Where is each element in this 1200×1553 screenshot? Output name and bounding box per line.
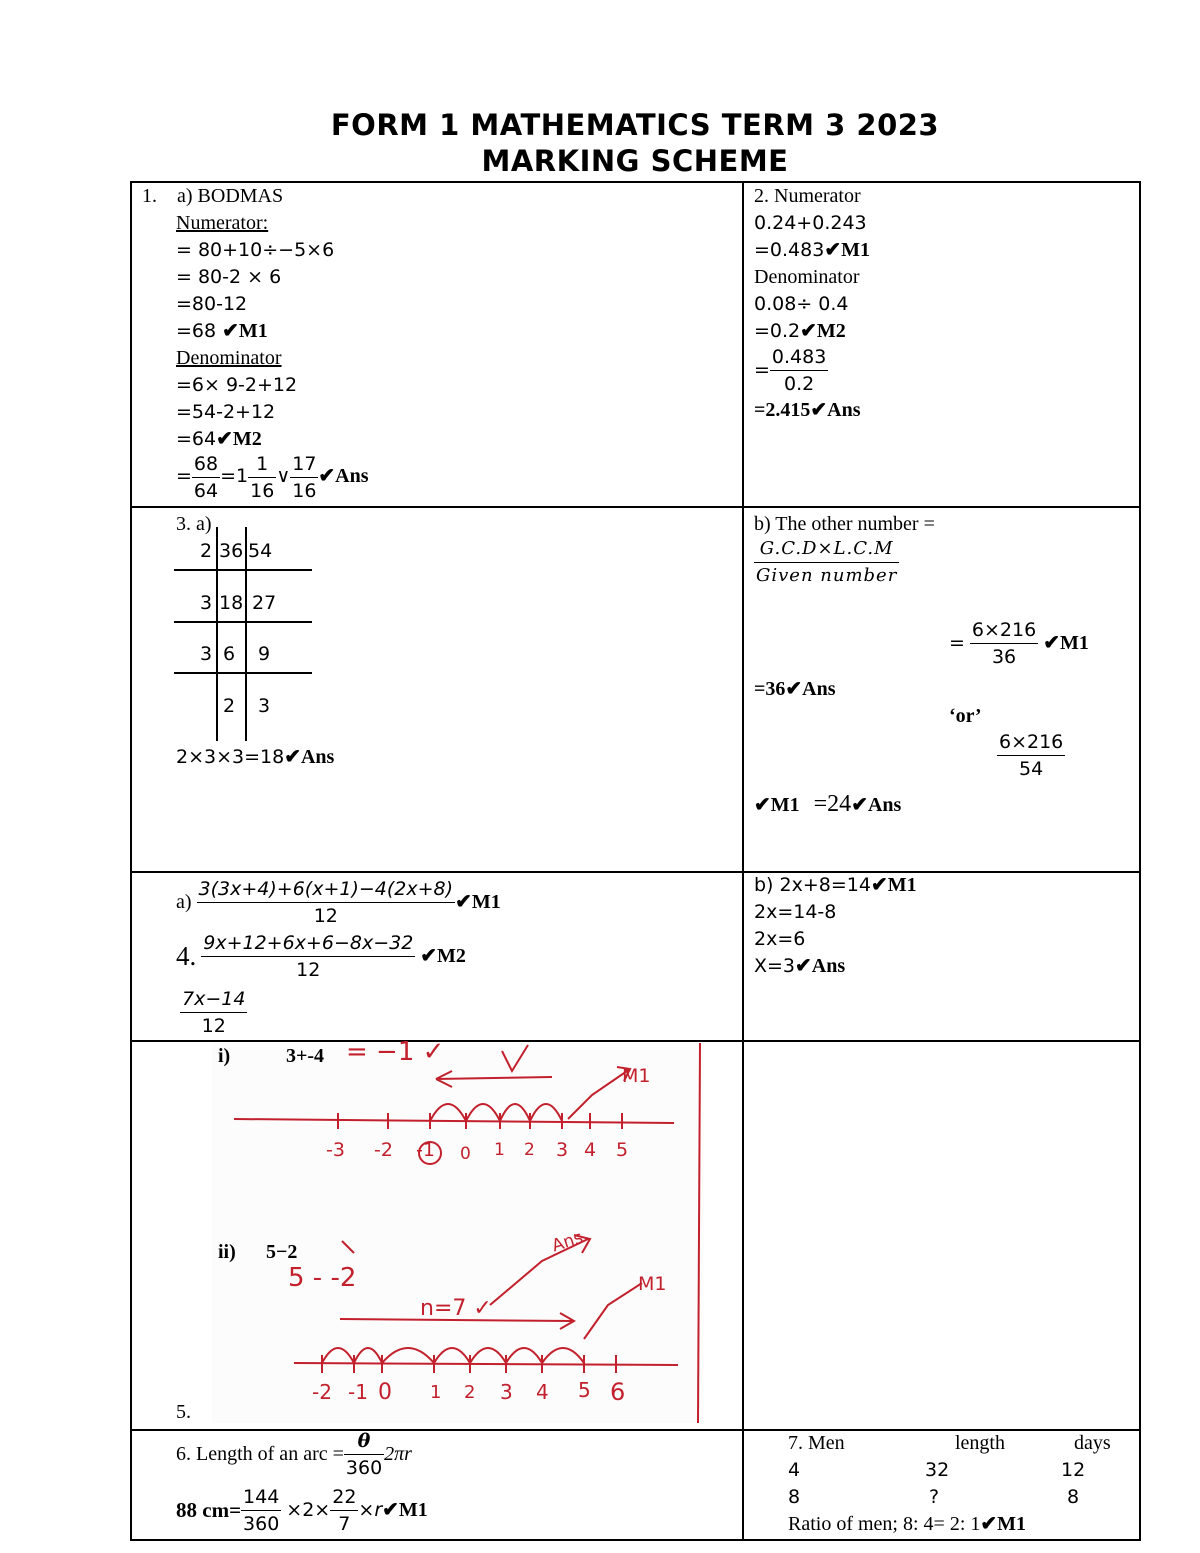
q5-expr-ii: 5−2: [266, 1241, 298, 1263]
q1-fraction: $\frac{17}{16}$: [292, 453, 317, 502]
q3b-formula: $\frac{G.C.D\times L.C.M}{\text{Given number}}$: [756, 538, 898, 586]
tick-label: 0: [378, 1380, 392, 1405]
tick-label: 0: [460, 1144, 471, 1164]
q1-cell: [142, 183, 732, 504]
q7-header: 7. Men: [788, 1432, 845, 1454]
tick-label: 3: [500, 1380, 513, 1404]
hw-mark-i: M1: [622, 1065, 651, 1087]
q1-num-mark: ✔M1: [222, 320, 268, 342]
ladder-cell: 36: [219, 540, 244, 562]
tick-label: -2: [374, 1139, 393, 1161]
q3b-answer2: =24: [813, 791, 852, 817]
q7-cell: [743, 1430, 1139, 1539]
q3b-label: b) The other number =: [754, 513, 935, 535]
tick-label: 1: [494, 1140, 505, 1160]
q5-part-i: i): [218, 1045, 231, 1067]
q4-part-a: a): [176, 891, 192, 913]
q2-num-result: =0.483: [754, 239, 825, 261]
ladder-cell: 3: [200, 592, 213, 614]
q1-step: =80-12: [176, 293, 248, 315]
q2-den-mark: ✔M2: [800, 320, 846, 342]
q7-ratio: Ratio of men; 8: 4= 2: 1: [788, 1513, 981, 1535]
handwritten-number-lines: [212, 1037, 704, 1423]
ladder-cell: 18: [219, 592, 244, 614]
tick-label: 4: [584, 1139, 597, 1161]
hw-ans-ii: Ans: [549, 1227, 586, 1257]
q3b-step-mark: ✔M1: [1043, 632, 1089, 654]
q3b-alt-mark: ✔M1: [754, 794, 800, 816]
q6-formula-tail: 2πr: [384, 1443, 412, 1465]
q6-label: 6. Length of an arc =: [176, 1443, 344, 1465]
q3b-step-eq: =: [949, 632, 965, 654]
q6-step-lead: 88 cm=: [176, 1498, 242, 1522]
q7-cell-value: 12: [1061, 1459, 1086, 1481]
q5-part-ii: ii): [218, 1241, 236, 1263]
q2-den-result: =0.2: [754, 320, 801, 342]
q6-step-fraction: $\frac{144}{360}$: [243, 1486, 280, 1535]
hw-expr-ii: 5 - -2: [288, 1263, 357, 1293]
q3b-answer1: =36: [754, 678, 786, 700]
q3-cell: [130, 507, 742, 871]
q2-answer-mark: ✔Ans: [810, 399, 861, 421]
q5-expr-i: 3+-4: [286, 1045, 325, 1067]
q4-expr2: $\frac{9x+12+6x+6-8x-32}{12}$: [203, 932, 414, 981]
q3-result-mark: ✔Ans: [284, 746, 335, 768]
q4b-step: 2x=6: [754, 928, 806, 950]
q1-step: =54-2+12: [176, 401, 276, 423]
q7-cell-value: 8: [1067, 1486, 1080, 1508]
q1-den-result: =64: [176, 428, 217, 450]
tick-label: -3: [326, 1139, 345, 1161]
q1-num-result: =68: [176, 320, 223, 342]
q3-label: 3. a): [176, 513, 212, 535]
q2-den-step: 0.08÷ 0.4: [754, 293, 849, 315]
q7-header: length: [955, 1432, 1005, 1454]
document-subtitle: MARKING SCHEME: [481, 144, 789, 178]
ladder-cell: 54: [248, 540, 273, 562]
tick-label: -2: [312, 1380, 332, 1404]
tick-label: 4: [536, 1380, 549, 1404]
q4-expr1: $\frac{3(3x+4)+6(x+1)-4(2x+8)}{12}$: [198, 878, 454, 927]
q3b-step-fraction: $\frac{6\times 216}{36}$: [971, 619, 1037, 668]
q4-number: 4.: [176, 941, 197, 971]
q1-fraction: $\frac{1}{16}$: [250, 453, 275, 502]
q4-mark2: ✔M2: [420, 945, 466, 967]
tick-label: 2: [464, 1382, 476, 1403]
ladder-cell: 2: [223, 695, 236, 717]
q6-step-fraction: $\frac{22}{7}$: [332, 1486, 357, 1535]
q1-heading: a) BODMAS: [177, 185, 284, 207]
q1-final-or: ∨: [276, 465, 291, 488]
q1-fraction: $\frac{68}{64}$: [193, 453, 219, 502]
q2-step: 0.24+0.243: [754, 212, 867, 234]
q4-expr3: $\frac{7x-14}{12}$: [182, 988, 246, 1037]
q1-final-mark: ✔Ans: [318, 465, 369, 488]
marking-table: [130, 181, 1141, 1540]
tick-label: 2: [524, 1140, 535, 1160]
q3b-answer2-mark: ✔Ans: [851, 794, 902, 816]
q2-frac-eq: =: [754, 359, 770, 381]
q7-cell-value: 32: [925, 1459, 950, 1481]
tick-label: 3: [556, 1139, 569, 1161]
q4b-cell: [754, 872, 1134, 980]
ladder-cell: 6: [223, 643, 236, 665]
q4b-first-mark: ✔M1: [870, 874, 917, 896]
q1-step: = 80+10÷−5×6: [176, 239, 335, 261]
q5-number: 5.: [176, 1401, 191, 1423]
tick-label: 6: [610, 1378, 626, 1406]
q1-final-mid: =1: [220, 465, 249, 488]
q5-cell: [130, 1037, 742, 1429]
q2-answer: =2.415: [754, 399, 811, 421]
q2-fraction: $\frac{0.483}{0.2}$: [771, 346, 827, 395]
q1-den-mark: ✔M2: [216, 428, 262, 450]
q4b-first: b) 2x+8=14: [754, 874, 871, 896]
q7-header: days: [1074, 1432, 1111, 1454]
hw-mark-ii: M1: [638, 1273, 667, 1295]
q6-step-tail: ×r: [358, 1499, 383, 1521]
q3b-alt-fraction: $\frac{6\times 216}{54}$: [999, 731, 1064, 780]
q7-cell-value: 4: [788, 1459, 801, 1481]
q1-final-eq: =: [176, 465, 192, 488]
ladder-cell: 27: [252, 592, 277, 614]
ladder-cell: 3: [258, 695, 271, 717]
ladder-cell: 2: [200, 540, 213, 562]
q2-cell: [754, 183, 1134, 424]
q6-step-mid: ×2×: [286, 1499, 331, 1521]
q4-cell: [130, 872, 742, 1040]
q4b-last: X=3: [754, 955, 796, 977]
q7-cell-value: 8: [788, 1486, 801, 1508]
tick-label: 5: [578, 1378, 591, 1402]
document-title: FORM 1 MATHEMATICS TERM 3 2023: [330, 108, 940, 142]
hw-result-i: = −1 ✓: [346, 1037, 445, 1067]
q7-ratio-mark: ✔M1: [980, 1513, 1027, 1535]
tick-label: -1: [348, 1380, 368, 1404]
q1-step: = 80-2 × 6: [176, 266, 282, 288]
q2-denominator-label: Denominator: [754, 266, 860, 288]
q1-numerator-label: Numerator:: [176, 212, 269, 234]
q3b-answer1-mark: ✔Ans: [785, 678, 836, 700]
q6-formula: $\frac{\theta}{360}$: [345, 1430, 383, 1479]
handwritten-svg: [212, 1043, 704, 1423]
q6-cell: [130, 1430, 742, 1539]
q3b-cell: [743, 507, 1139, 871]
q4-mark1: ✔M1: [455, 891, 501, 913]
q3b-or: ‘or’: [949, 705, 982, 727]
ladder-cell: 9: [258, 643, 271, 665]
division-ladder: [130, 507, 742, 871]
q6-step-mark: ✔M1: [382, 1499, 428, 1521]
q1-number: 1.: [142, 185, 157, 207]
q4b-step: 2x=14-8: [754, 901, 837, 923]
tick-label: -1: [416, 1139, 435, 1161]
hw-n-ii: n=7 ✓: [420, 1296, 492, 1321]
q3-result: 2×3×3=18: [176, 746, 285, 768]
tick-label: 5: [616, 1139, 629, 1161]
q7-cell-value: ?: [929, 1486, 940, 1508]
q1-step: =6× 9-2+12: [176, 374, 298, 396]
ladder-cell: 3: [200, 643, 213, 665]
q1-denominator-label: Denominator: [176, 347, 282, 369]
q2-num-mark: ✔M1: [824, 239, 870, 261]
q2-numerator-label: 2. Numerator: [754, 185, 861, 207]
tick-label: 1: [430, 1382, 442, 1403]
q4b-last-mark: ✔Ans: [795, 955, 846, 977]
